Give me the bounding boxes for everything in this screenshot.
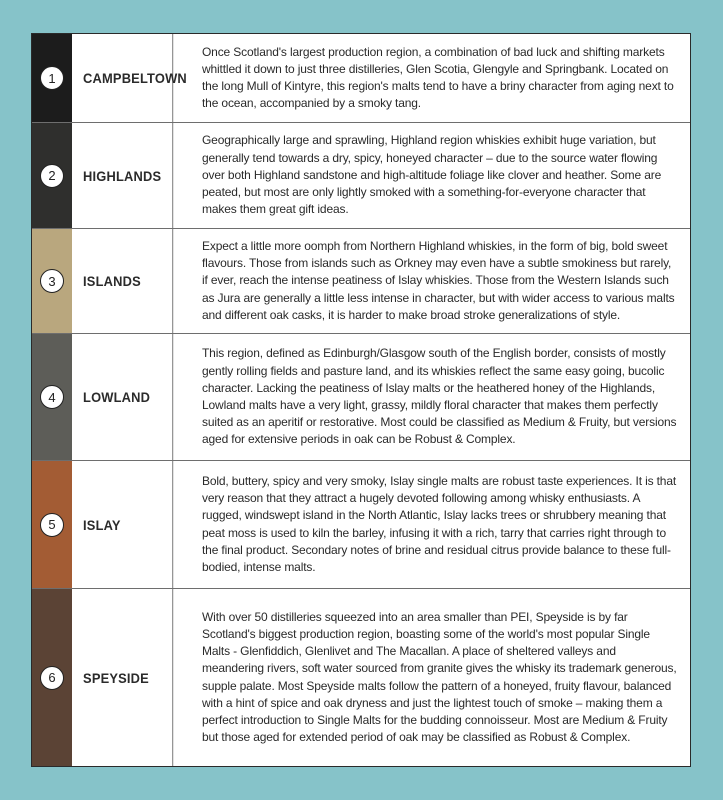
- region-name: HIGHLANDS: [72, 123, 173, 228]
- region-color-band: [32, 123, 72, 228]
- region-name: ISLAY: [72, 461, 173, 588]
- region-color-band: [32, 229, 72, 333]
- region-row-campbeltown: [32, 34, 690, 123]
- region-row-highlands: [32, 123, 690, 229]
- region-number-badge: 3: [40, 269, 64, 293]
- region-row-islay: [32, 461, 690, 589]
- region-name: LOWLAND: [72, 334, 173, 460]
- region-color-band: [32, 334, 72, 460]
- region-number-badge: 1: [40, 66, 64, 90]
- region-description: Bold, buttery, spicy and very smoky, Islay single malts are robust taste experiences. It is that very reason that they attract a hugely devoted following among whisky enthusiasts. A rugged, windswept island in the North Atlantic, Islay lacks trees or shrubbery meaning that peat moss is used to kiln the barley, infusing it with a rich, tarry that carries right through to the final product. Secondary notes of brine and residual citrus provide balance to these full-bodied, intense malts.: [202, 473, 677, 574]
- region-color-band: [32, 461, 72, 588]
- region-number-badge: 2: [40, 164, 64, 188]
- region-row-islands: [32, 229, 690, 334]
- region-description: Geographically large and sprawling, Highland region whiskies exhibit huge variation, but generally tend towards a dry, spicy, honeyed character – due to the source water flowing over both Highland sandstone and high-altitude foliage like clover and heather. Some are peated, but most are only lightly smoked with a something-for-everyone character that makes them great gift ideas.: [202, 133, 662, 217]
- region-number-badge: 5: [40, 513, 64, 537]
- region-name: SPEYSIDE: [72, 589, 173, 766]
- region-row-lowland: [32, 334, 690, 461]
- region-description: This region, defined as Edinburgh/Glasgow south of the English border, consists of mostly gently rolling fields and pasture land, and its whiskies reflect the same easy going, bucolic character. Lacking the peatiness of Islay malts or the heathered honey of the Highlands, Lowland malts have a very light, grassy, mildly floral character that makes them perfectly suited as an aperitif or restorative. Most could be classified as Medium & Fruity, but versions aged for extensive periods in oak can be Robust & Complex.: [202, 346, 677, 447]
- region-number-badge: 4: [40, 385, 64, 409]
- whisky-regions-table: [31, 33, 691, 767]
- region-description: Expect a little more oomph from Northern Highland whiskies, in the form of big, bold sweet flavours. Those from islands such as Orkney may even have a subtle smokiness but rarely, if ever, reach the intense peatiness of Islay whiskies. Those from the Western Islands such as Jura are generally a little less intense in character, but with wider access to various malts and different oak casks, it is harder to make broad stroke generalizations of style.: [202, 238, 675, 322]
- region-name: CAMPBELTOWN: [72, 34, 173, 122]
- region-number-badge: 6: [40, 666, 64, 690]
- region-name: ISLANDS: [72, 229, 173, 333]
- region-description: Once Scotland's largest production region, a combination of bad luck and shifting markets whittled it down to just three distilleries, Glen Scotia, Glengyle and Springbank. Located on the long Mull of Kintyre, this region's malts tend to have a briny character from aging next to the ocean, accompanied by a smoky tang.: [202, 44, 674, 111]
- region-color-band: [32, 589, 72, 766]
- region-row-speyside: [32, 589, 690, 766]
- region-description: With over 50 distilleries squeezed into an area smaller than PEI, Speyside is by far Scotland's biggest production region, boasting some of the world's most popular Single Malts - Glenfiddich, Glenlivet and The Macallan. A place of sheltered valleys and meandering rivers, soft water sourced from granite gives the whisky its trademark generous, supple palate. Most Speyside malts follow the pattern of a honeyed, fruity flavour, balanced with a hint of spice and oak dryness and just the lightest touch of smoke – making them a perfect introduction to Single Malts for the budding connoisseur. Most are Medium & Fruity but those aged for extended period of oak may be classified as Robust & Complex.: [202, 609, 677, 745]
- region-color-band: [32, 34, 72, 122]
